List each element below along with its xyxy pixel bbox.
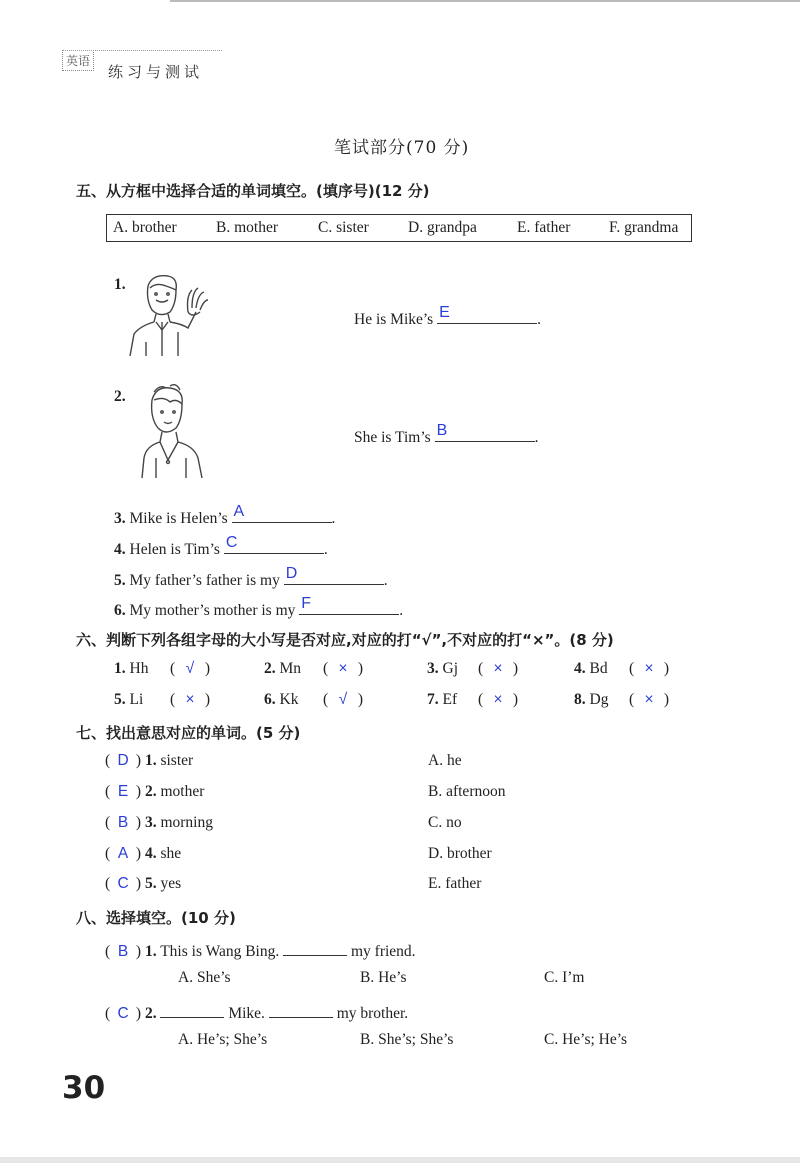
sentence-end: . — [534, 429, 539, 446]
mc-option[interactable]: C. I’m — [544, 969, 585, 986]
sentence-text: He is Mike’s — [354, 311, 434, 328]
subject-label: 英语 — [62, 50, 94, 71]
question-stem: my brother. — [336, 1005, 409, 1022]
word-box-option: F. grandma — [609, 219, 679, 236]
sentence-text: Helen is Tim’s — [129, 541, 220, 558]
handwritten-answer: B — [117, 943, 129, 960]
sentence-end: . — [323, 541, 328, 558]
word-box-option: A. brother — [113, 219, 177, 236]
handwritten-answer: E — [117, 783, 129, 800]
letter-pair: Li — [129, 691, 144, 708]
mc-question-2[interactable]: ( C ) 2. Mike. my brother. — [105, 1000, 408, 1023]
match-option: E. father — [428, 875, 482, 892]
question-stem: Mike. — [228, 1005, 265, 1022]
letter-pair: Dg — [589, 691, 609, 708]
item-number: 2. — [264, 660, 276, 677]
item-number: 3. — [427, 660, 439, 677]
handwritten-mark: √ — [338, 691, 348, 708]
answer-blank[interactable] — [299, 597, 399, 615]
letter-pair-item — [264, 691, 298, 709]
letter-pair: Mn — [279, 660, 302, 677]
answer-blank[interactable] — [284, 567, 384, 585]
word-box — [106, 214, 692, 242]
question-number: 2. — [114, 388, 126, 405]
answer-blank[interactable] — [283, 938, 347, 956]
answer-blank[interactable] — [269, 1000, 333, 1018]
question-number: 4. — [114, 541, 126, 558]
handwritten-answer: F — [301, 595, 312, 612]
match-option: D. brother — [428, 845, 492, 862]
q1-sentence — [354, 306, 541, 329]
letter-pair: Kk — [279, 691, 299, 708]
q5-sentence — [114, 567, 388, 590]
sentence-text: She is Tim’s — [354, 429, 431, 446]
handwritten-mark: × — [644, 691, 654, 708]
mark-bracket[interactable]: ( × ) — [478, 660, 519, 677]
item-number: 3. — [144, 814, 157, 831]
mark-bracket[interactable]: ( × ) — [478, 691, 519, 708]
question-number: 6. — [114, 602, 126, 619]
question-number: 1. — [114, 276, 126, 293]
book-title: 练习与测试 — [108, 63, 204, 81]
handwritten-answer: C — [117, 875, 129, 892]
handwritten-answer: B — [436, 422, 448, 439]
answer-blank[interactable] — [224, 536, 324, 554]
handwritten-answer: A — [233, 503, 245, 520]
mc-option[interactable]: A. She’s — [178, 969, 231, 986]
word-box-option: B. mother — [216, 219, 278, 236]
question-stem: This is Wang Bing. — [160, 943, 280, 960]
mc-question-1[interactable]: ( B ) 1. This is Wang Bing. my friend. — [105, 938, 416, 961]
handwritten-mark: × — [493, 660, 503, 677]
item-number: 2. — [144, 783, 157, 800]
part8-heading: 八、选择填空。(10 分) — [76, 909, 236, 927]
mc-option[interactable]: B. She’s; She’s — [360, 1031, 454, 1048]
item-number: 4. — [574, 660, 586, 677]
part7-heading: 七、找出意思对应的单词。(5 分) — [76, 724, 301, 742]
match-item[interactable]: ( B ) 3. morning — [105, 814, 213, 831]
handwritten-mark: × — [338, 660, 348, 677]
match-word: mother — [160, 783, 205, 800]
match-item[interactable]: ( E ) 2. mother — [105, 783, 205, 800]
mark-bracket[interactable]: ( × ) — [629, 691, 670, 708]
letter-pair-item — [427, 691, 457, 709]
item-number: 8. — [574, 691, 586, 708]
letter-pair: Gj — [442, 660, 458, 677]
top-rule — [170, 0, 800, 2]
sentence-text: My mother’s mother is my — [129, 602, 296, 619]
item-number: 7. — [427, 691, 439, 708]
woman-illustration — [136, 384, 208, 480]
letter-pair-item — [427, 660, 458, 678]
item-number: 5. — [114, 691, 126, 708]
match-word: morning — [160, 814, 213, 831]
sentence-end: . — [383, 572, 388, 589]
q2-sentence — [354, 424, 538, 447]
question-number: 3. — [114, 510, 126, 527]
handwritten-mark: × — [185, 691, 195, 708]
mark-bracket[interactable]: ( √ ) — [170, 660, 211, 677]
handwritten-answer: D — [117, 752, 129, 769]
part6-heading: 六、判断下列各组字母的大小写是否对应,对应的打“√”,不对应的打“×”。(8 分) — [76, 631, 614, 649]
item-number: 5. — [144, 875, 157, 892]
match-item[interactable]: ( C ) 5. yes — [105, 875, 182, 892]
man-waving-illustration — [126, 272, 210, 358]
item-number: 4. — [144, 845, 157, 862]
question-stem: my friend. — [350, 943, 416, 960]
answer-blank[interactable] — [437, 306, 537, 324]
mark-bracket[interactable]: ( × ) — [170, 691, 211, 708]
letter-pair: Bd — [589, 660, 608, 677]
mark-bracket[interactable]: ( √ ) — [323, 691, 364, 708]
sentence-end: . — [331, 510, 336, 527]
answer-blank[interactable] — [435, 424, 535, 442]
letter-pair-item — [264, 660, 301, 678]
letter-pair: Hh — [129, 660, 149, 677]
handwritten-answer: A — [117, 845, 129, 862]
item-number: 1. — [144, 752, 157, 769]
sentence-end: . — [537, 311, 541, 328]
q3-sentence — [114, 505, 335, 528]
letter-pair-item — [114, 660, 148, 678]
handwritten-answer: D — [285, 565, 298, 582]
bottom-edge — [0, 1157, 800, 1163]
handwritten-mark: × — [493, 691, 503, 708]
mark-bracket[interactable]: ( × ) — [323, 660, 364, 677]
match-option: C. no — [428, 814, 462, 831]
handwritten-answer: E — [439, 304, 450, 321]
item-number: 1. — [144, 943, 157, 960]
q6-sentence — [114, 597, 403, 620]
handwritten-answer: C — [117, 1005, 129, 1022]
item-number: 1. — [114, 660, 126, 677]
sentence-end: . — [399, 602, 404, 619]
match-word: she — [160, 845, 182, 862]
word-box-option: E. father — [517, 219, 571, 236]
mc-option[interactable]: A. He’s; She’s — [178, 1031, 268, 1048]
q4-sentence — [114, 536, 328, 559]
match-word: sister — [160, 752, 194, 769]
question-number: 5. — [114, 572, 126, 589]
mark-bracket[interactable]: ( × ) — [629, 660, 670, 677]
word-box-option: C. sister — [318, 219, 369, 236]
answer-blank[interactable] — [160, 1000, 224, 1018]
handwritten-mark: √ — [185, 660, 195, 677]
sentence-text: My father’s father is my — [129, 572, 280, 589]
match-option: A. he — [428, 752, 462, 769]
item-number: 2. — [144, 1005, 157, 1022]
handwritten-mark: × — [644, 660, 654, 677]
match-option: B. afternoon — [428, 783, 506, 800]
header — [62, 50, 94, 71]
letter-pair: Ef — [442, 691, 458, 708]
word-box-option: D. grandpa — [408, 219, 477, 236]
header-dotted-rule — [62, 50, 222, 51]
mc-option[interactable]: B. He’s — [360, 969, 407, 986]
page-number: 30 — [62, 1070, 106, 1106]
sentence-text: Mike is Helen’s — [129, 510, 228, 527]
item-number: 6. — [264, 691, 276, 708]
mc-option[interactable]: C. He’s; He’s — [544, 1031, 628, 1048]
handwritten-answer: B — [117, 814, 129, 831]
match-word: yes — [160, 875, 182, 892]
section-title: 笔试部分(70 分) — [334, 138, 470, 158]
match-item[interactable]: ( A ) 4. she — [105, 845, 182, 862]
match-item[interactable]: ( D ) 1. sister — [105, 752, 194, 769]
letter-pair-item — [574, 660, 608, 678]
answer-blank[interactable] — [232, 505, 332, 523]
part5-heading: 五、从方框中选择合适的单词填空。(填序号)(12 分) — [76, 182, 430, 200]
letter-pair-item — [574, 691, 608, 709]
letter-pair-item — [114, 691, 143, 709]
handwritten-answer: C — [225, 534, 238, 551]
